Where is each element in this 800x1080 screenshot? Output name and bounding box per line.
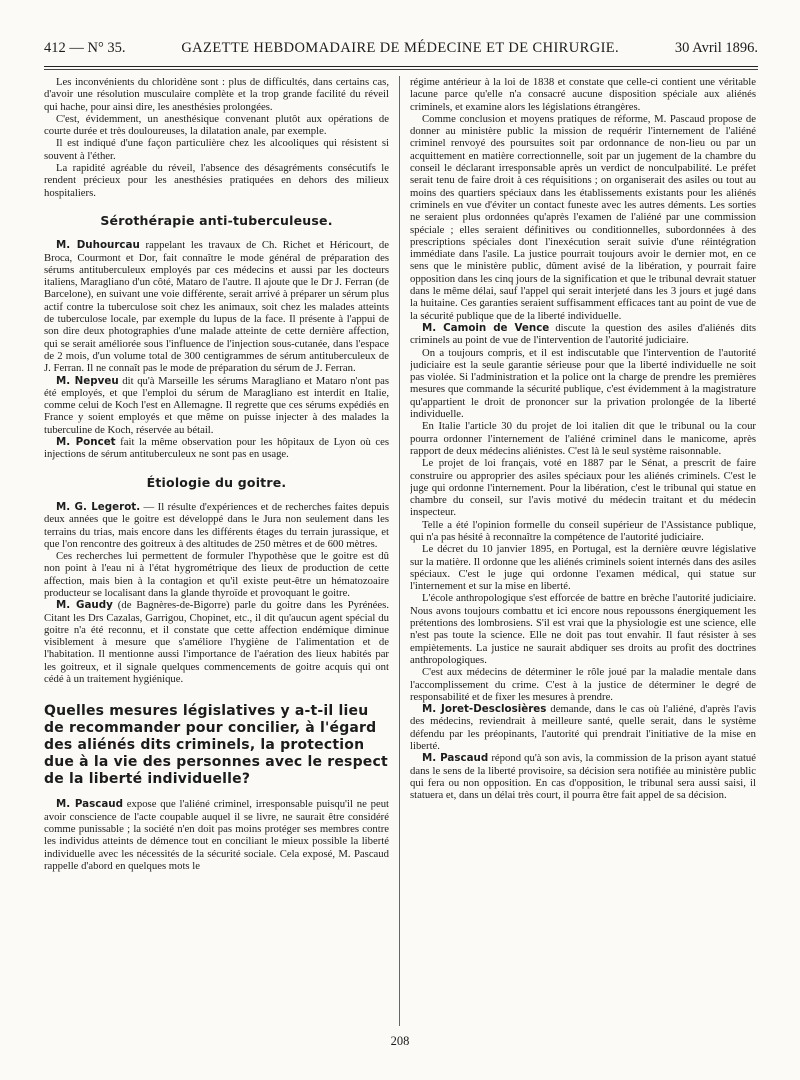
paragraph-text: L'école anthropologique s'est efforcée de battre en brèche l'autorité judiciaire. Nous avons toujours combattu et ici encore nous repoussons énergiquement les prétentions des lombrosiens. S'il est vrai que la physiologie est une science, elle n'est pas toute la science. Elle ne doit pas tout envahir. Il faut résister à ses empiètements. La justice ne saurait abdiquer ses droits au profit des doctrines anthropologiques.: [410, 592, 756, 666]
section-heading: Quelles mesures législatives y a-t-il lieu de recommander pour concilier, à l'égard des aliénés dits criminels, la protection due à la vie des personnes avec le respect de la liberté individuelle?: [44, 703, 388, 788]
paragraph: [410, 420, 756, 457]
paragraph-text: La rapidité agréable du réveil, l'absence des désagréments consécutifs le rendent précieux pour les anesthésies pratiquées en dehors des milieux hospitaliers.: [44, 162, 389, 199]
paragraph: [44, 137, 389, 162]
paragraph: [44, 798, 389, 872]
paragraph-text: répond qu'à son avis, la commission de la prison ayant statué dans le sens de la liberté provisoire, sa décision sera notifiée au ministère public qui fera ou non opposition. En cas d'opposition, le tribunal sera aussi saisi, il statuera et, dans un délai très court, il pourra être fait appel de sa décision.: [410, 752, 756, 802]
section-heading: Sérothérapie anti-tuberculeuse.: [100, 212, 333, 228]
speaker-name: M. Pascaud: [422, 752, 489, 765]
paragraph-text: Comme conclusion et moyens pratiques de réforme, M. Pascaud propose de donner au ministère public la mission de requérir l'internement de l'aliéné criminel renvoyé des poursuites soit par ordonnance de non-lieu ou par un acquittement en matière correctionnelle, soit par un jugement de la chambre du conseil le déclarant irresponsable après un verdict de nonculpabilité. Le préfet serait tenu de faire droit à ces réquisitions ; on organiserait des asiles ou tout au moins des quartiers spéciaux dans les établissements existants pour les aliénés criminels en vue d'éviter un contact funeste avec les autres déments. Les sorties ne seraient plus ordonnées qu'après l'examen de l'aliéné par une commission spéciale ; elles seraient définitives ou conditionnelles, subordonnées à des prescriptions spéciales dont l'inexécution serait suivie d'une réintégration immédiate dans l'asile. La justice pourrait toujours avoir le dernier mot, en ce sens que le ministère public, dûment avisé de la libération, y pourrait faire opposition dans les cinq jours de la signification et que le tribunal devrait statuer dans le même délai, sauf l'appel qui serait interjeté dans les 3 jours et jugé dans la huitaine. Ces garanties seraient suffisamment efficaces tant au point de vue de la sécurité publique que de la liberté individuelle.: [410, 112, 756, 322]
paragraph: [410, 347, 756, 421]
paragraph: [44, 113, 389, 138]
paragraph-text: C'est aux médecins de déterminer le rôle joué par la maladie mentale dans l'accomplissement du crime. C'est à la justice de déterminer le degré de responsabilité et de fixer les mesures à prendre.: [410, 666, 756, 703]
paragraph-text: Ces recherches lui permettent de formuler l'hypothèse que le goitre est dû non point à l'eau ni à l'état hygrométrique des lieux de production de cette affection, mais bien à la contagion et qu'il existe peut-être un hématozoaire producteur se localisant dans la glande thyroïde et provoquant le goitre.: [44, 550, 389, 599]
paragraph-text: Il est indiqué d'une façon particulière chez les alcooliques qui résistent si souvent à l'éther.: [44, 137, 389, 162]
paragraph-text: — Il résulte d'expériences et de recherches faites depuis deux années que le goitre est développé dans le Jura non seulement dans les terrains du trias, mais encore dans les différents étages du terrain jurassique, et que l'on rencontre des goitreux à des altitudes de 250 mètres et de 600 mètres.: [44, 500, 389, 550]
paragraph: [44, 501, 389, 550]
paragraph: [410, 666, 756, 703]
header-journal-title: GAZETTE HEBDOMADAIRE DE MÉDECINE ET DE CHIRURGIE.: [181, 40, 620, 56]
speaker-name: M. Nepveu: [56, 374, 119, 387]
left-column: [44, 76, 389, 1032]
paragraph: [44, 436, 389, 461]
paragraph-text: dit qu'à Marseille les sérums Maragliano et Mataro n'ont pas été employés, et que l'emploi du sérum de Maragliano est interdit en Italie, comme celui de Koch l'est en Allemagne. Il regrette que ces sérums expédiés en France y soient employés et que même on puisse injecter à des malades la tuberculine de Koch, réservée au bétail.: [44, 374, 389, 436]
header-rule-thin: [44, 69, 758, 70]
speaker-name: M. Duhourcau: [56, 239, 140, 252]
paragraph-text: On a toujours compris, et il est indiscutable que l'intervention de l'autorité judiciaire est la seule garantie sérieuse pour que la liberté individuelle ne soit pas violée. Si l'administration et la police ont la charge de prendre les premières mesures que commande la sécurité publique, c'est évidemment à la magistrature qu'appartient le droit de prononcer sur la privation prolongée de la liberté individuelle.: [410, 346, 756, 421]
speaker-name: M. G. Legerot.: [56, 500, 141, 513]
paragraph-text: Les inconvénients du chloridène sont : plus de difficultés, dans certains cas, d'avoir une résolution musculaire complète et la trop grande facilité du réveil qui hache, pour ainsi dire, les anesthésies prolongées.: [44, 76, 389, 113]
paragraph: [410, 76, 756, 113]
paragraph: [410, 703, 756, 752]
header-rule: [44, 66, 758, 67]
paragraph-text: C'est, évidemment, un anesthésique convenant plutôt aux opérations de courte durée et très douloureuses, la dilatation anale, par exemple.: [44, 112, 389, 138]
speaker-name: M. Gaudy: [56, 599, 113, 612]
paragraph: [44, 162, 389, 199]
paragraph: [44, 599, 389, 685]
paragraph: [410, 752, 756, 801]
paragraph-text: fait la même observation pour les hôpitaux de Lyon où ces injections de sérum antituberculeux ne sont pas en usage.: [44, 436, 389, 461]
speaker-name: M. Poncet: [56, 436, 116, 449]
paragraph: [410, 113, 756, 322]
speaker-name: M. Pascaud: [56, 798, 123, 811]
paragraph-text: En Italie l'article 30 du projet de loi italien dit que le tribunal ou la cour pourra ordonner l'internement de l'aliéné criminel dans le manicome, après rapport de deux médecins aliénistes. C'est là le seul système raisonnable.: [410, 420, 756, 457]
paragraph: [410, 543, 756, 592]
right-column: [410, 76, 756, 1032]
paragraph-text: régime antérieur à la loi de 1838 et constate que celle-ci contient une véritable lacune parce qu'elle n'a consacré aucune disposition spéciale aux aliénés criminels, et examine alors les législations étrangères.: [410, 76, 756, 113]
paragraph: [410, 519, 756, 544]
paragraph: [44, 76, 389, 113]
page-number: 208: [390, 1034, 410, 1048]
speaker-name: M. Camoin de Vence: [422, 321, 550, 334]
section-heading: Étiologie du goitre.: [146, 474, 287, 490]
speaker-name: M. Joret-Desclosières: [422, 703, 547, 716]
header-page-issue: 412 — N° 35.: [44, 40, 126, 56]
paragraph-text: rappelant les travaux de Ch. Richet et Héricourt, de Broca, Courmont et Dor, fait connaître le mode général de préparation des sérums antituberculeux employés par ces médecins et aussi par les docteurs italiens, Maragliano d'un côté, Mataro de l'autre. Il ajoute que le Dr J. Ferran (de Barcelone), en suivant une voie différente, serait arrivé à préparer un sérum plus actif contre la tuberculose soit chez les animaux, soit chez les malades atteints de tuberculose locale, par exemple du lupus de la face. Il présente à l'appui de son dire deux photographies d'une malade atteinte de cette dernière affection, qui se serait améliorée sous l'influence de l'injection sous-cutanée, dans l'espace de 2 mois, d'un volume total de 300 centigrammes de sérum antituberculeux de J. Ferran. Il ne connaît pas le mode de préparation du sérum de J. Ferran.: [44, 239, 389, 375]
paragraph: [410, 457, 756, 518]
paragraph: [44, 550, 389, 599]
paragraph: [44, 375, 389, 436]
paragraph-text: demande, dans le cas où l'aliéné, d'après l'avis des médecins, reviendrait à meilleure santé, quelle serait, dans le système défendu par les préopinants, l'autorité qui prendrait l'initiative de la mise en liberté.: [410, 703, 756, 753]
paragraph-text: Le décret du 10 janvier 1895, en Portugal, est la dernière œuvre législative sur la matière. Il ordonne que les aliénés criminels soient internés dans des asiles spéciaux. C'est le juge qui ordonne l'examen médical, qui statue sur l'internement et sur la mise en liberté.: [410, 543, 756, 593]
paragraph-text: Le projet de loi français, voté en 1887 par le Sénat, a prescrit de faire construire ou approprier des asiles spéciaux pour les aliénés criminels. C'est le juge qui ordonne l'internement. Pour la libération, c'est le tribunal qui statue en chambre du conseil, sur l'avis motivé du médecin traitant et du médecin inspecteur.: [410, 457, 756, 519]
paragraph-text: expose que l'aliéné criminel, irresponsable puisqu'il ne peut avoir conscience de l'acte coupable auquel il se livre, ne saurait être considéré comme punissable ; la société n'en doit pas moins protéger ses membres contre les individus atteints de démence tout en conciliant le mieux possible la liberté individuelle avec les nécessités de la sécurité sociale. Cela exposé, M. Pascaud rappelle d'abord en quelques mots le: [44, 798, 389, 872]
paragraph: [410, 322, 756, 347]
column-divider: [399, 76, 400, 1026]
header-date: 30 Avril 1896.: [674, 40, 758, 56]
paragraph: [410, 592, 756, 666]
running-header: [44, 40, 758, 64]
paragraph-text: discute la question des asiles d'aliénés dits criminels au point de vue de l'intervention de l'autorité judiciaire.: [410, 321, 756, 347]
paragraph-text: (de Bagnères-de-Bigorre) parle du goitre dans les Pyrénées. Citant les Drs Cazalas, Garrigou, Chopinet, etc., il dit qu'aucun agent spécial du goitre n'a été reconnu, et il constate que cette affection endémique diminue visiblement à mesure que s'améliore l'hygiène de l'alimentation et de l'habitation. Il mentionne aussi l'importance de l'aération des lieux habités par les goitreux, et il signale quelques commencements de goitre acquis qui ont cédé à un traitement hygiénique.: [44, 599, 389, 686]
paragraph: [44, 239, 389, 374]
paragraph-text: Telle a été l'opinion formelle du conseil supérieur de l'Assistance publique, qui n'a pas hésité à reconnaître la compétence de l'autorité judiciaire.: [410, 518, 756, 543]
